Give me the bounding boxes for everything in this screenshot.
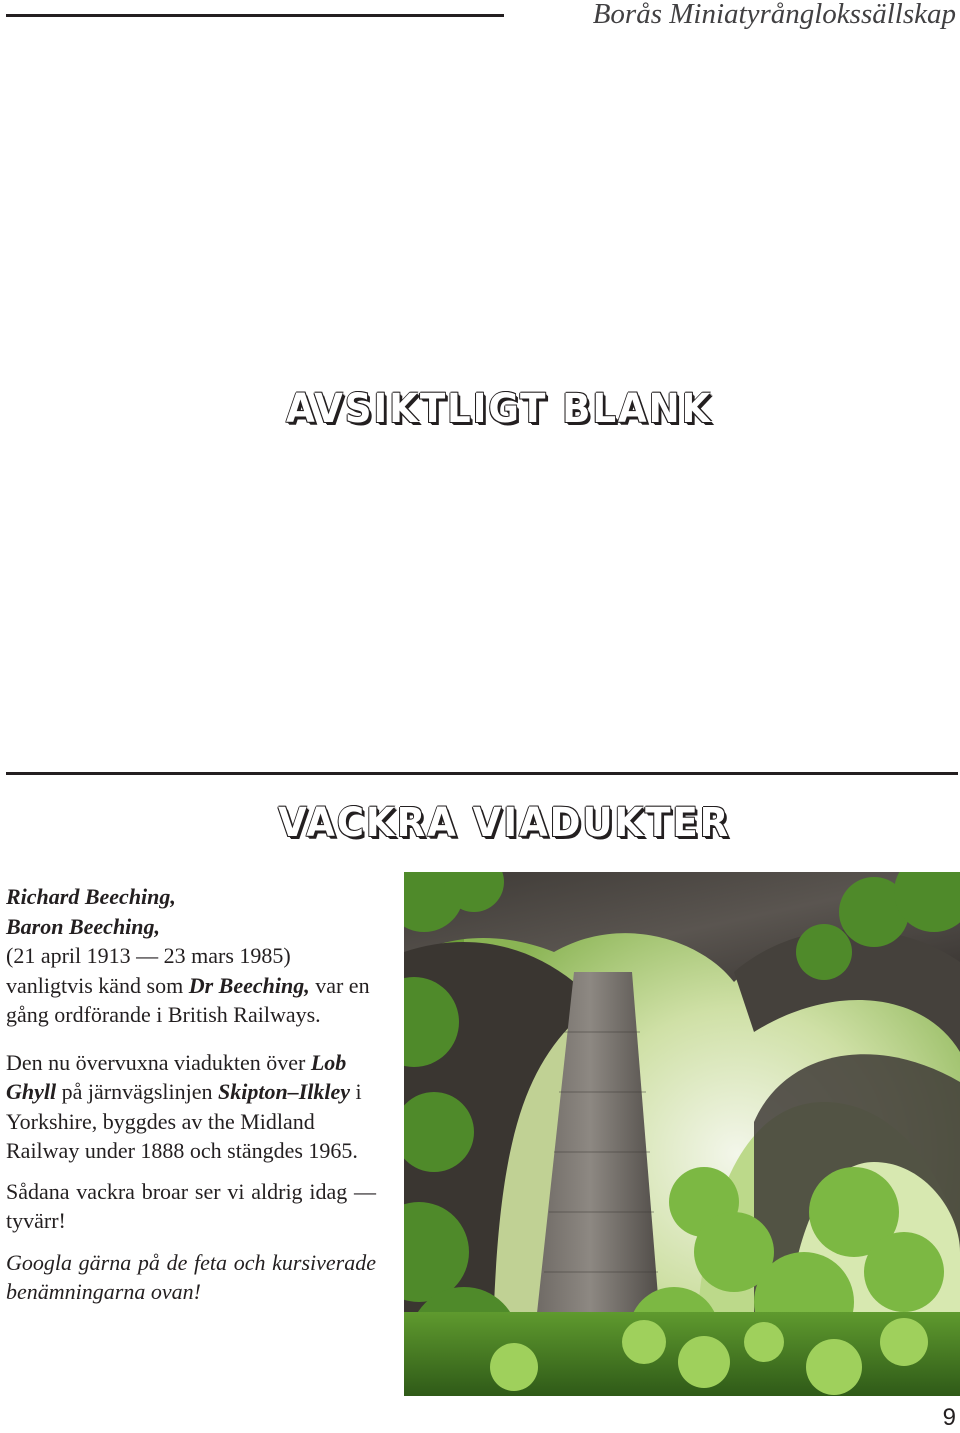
- bio-text-a: vanligtvis känd som: [6, 972, 184, 998]
- page-number: 9: [942, 1404, 956, 1431]
- publication-title: Borås Miniatyrånglokssällskap: [592, 0, 956, 30]
- viaduct-paragraph: [6, 1048, 376, 1166]
- article-text: [6, 882, 376, 1307]
- person-name-line-2: Baron Beeching,: [6, 913, 161, 939]
- lament-paragraph: Sådana vackra broar ser vi aldrig idag — tyvärr!: [6, 1178, 376, 1233]
- viaduct-text-a: Den nu övervuxna viadukten över: [6, 1049, 306, 1075]
- article-heading: VACKRA VIADUKTER: [278, 800, 731, 846]
- header-rule: [6, 14, 504, 17]
- viaduct-text-b: på järnvägslinjen: [61, 1079, 213, 1104]
- person-dates: (21 april 1913 — 23 mars 1985): [6, 943, 291, 968]
- viaduct-place: Lob Ghyll: [6, 1049, 347, 1104]
- bio-nickname: Dr Beeching,: [188, 972, 310, 998]
- google-hint-paragraph: Googla gärna på de feta och kursiverade benämningarna ovan!: [6, 1249, 376, 1304]
- bio-text-b: var en gång ordförande i British Railways.: [6, 972, 370, 1027]
- viaduct-text-c: i Yorkshire, byggdes av the Midland Railway under 1888 och stängdes 1965.: [6, 1079, 362, 1163]
- blank-page-notice: AVSIKTLIGT BLANK: [286, 386, 713, 432]
- person-name-line-1: Richard Beeching,: [6, 884, 176, 909]
- section-rule: [6, 772, 958, 775]
- bio-paragraph: [6, 971, 376, 1030]
- railway-line: Skipton–Ilkley: [218, 1079, 351, 1104]
- viaduct-photo: [404, 872, 960, 1396]
